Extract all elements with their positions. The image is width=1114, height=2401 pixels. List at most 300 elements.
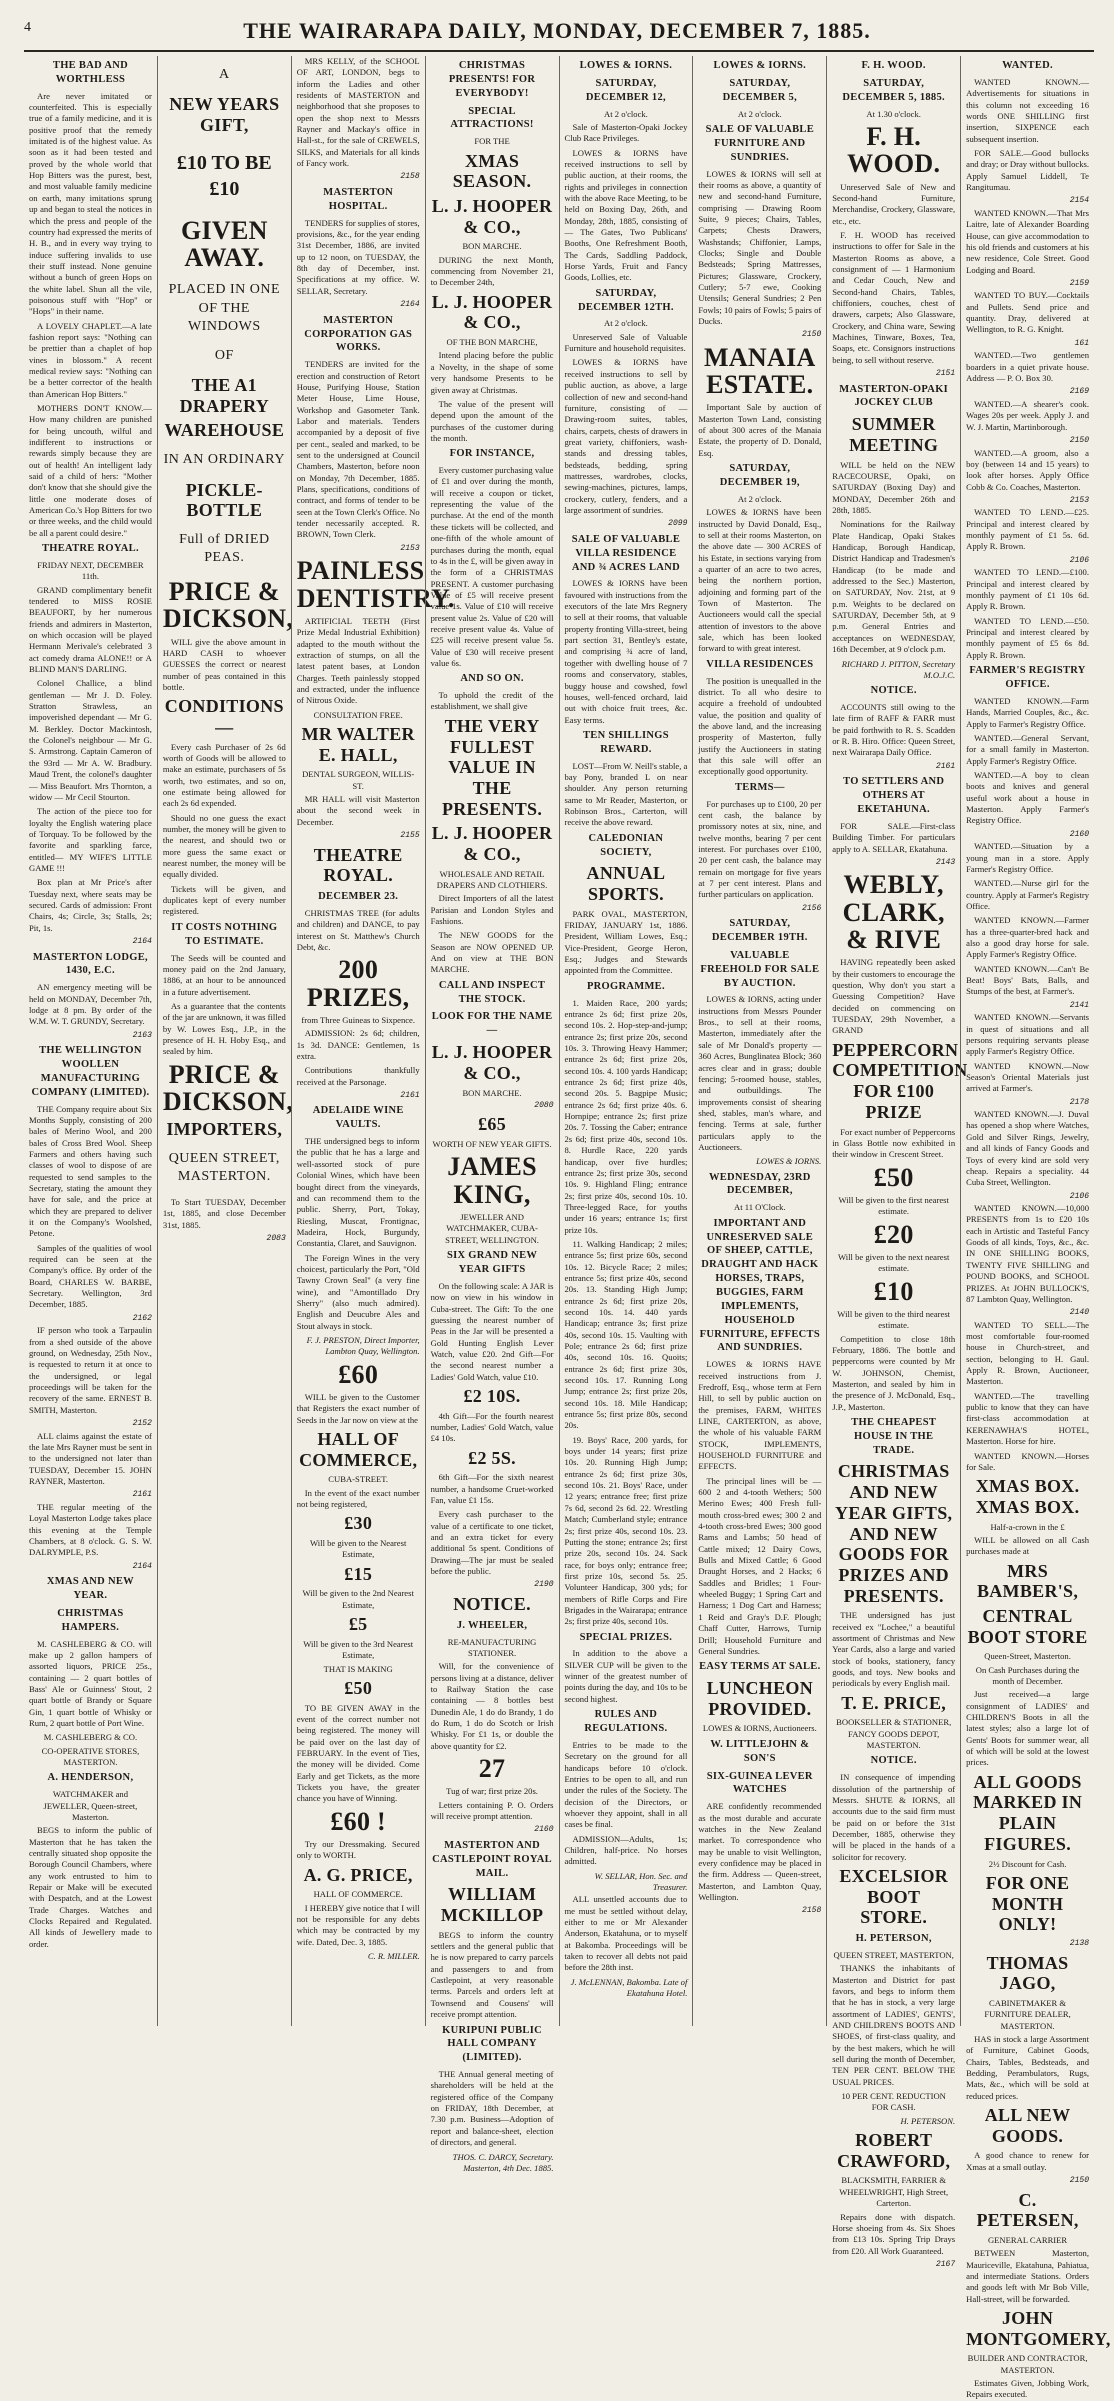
article-heading: SATURDAY, DECEMBER 5, <box>722 77 798 103</box>
article-num: 2106 <box>1069 555 1089 565</box>
article-para: To Start TUESDAY, December 1st, 1885, and close December 31st, 1885. <box>162 1196 286 1230</box>
article-heading: £65 <box>478 1114 507 1135</box>
article-center: Will be given to the next nearest estimate. <box>838 1251 950 1274</box>
article-para: A LOVELY CHAPLET.—A late fashion report says: "Nothing can be prettier than a chaplet of hop vines in blossom." A recent medical review says: "Nothing can be a better corrector of the health than American Hop Bitters." <box>29 320 152 399</box>
article-center: JEWELLER AND WATCHMAKER, CUBA-STREET, WELLINGTON. <box>445 1212 539 1245</box>
article-num: 2162 <box>132 1313 152 1323</box>
article-heading: THE WELLINGTON WOOLLEN MANUFACTURING COMPANY (LIMITED). <box>31 1045 150 1098</box>
article-heading: LOWES & IORNS. <box>713 60 807 71</box>
article-para: LOWES & IORNS have been instructed by David Donald, Esq., to sell at their rooms Masterton, on the above date — 300 ACRES of his Estate, in sections varying from a quarter of an acre to two acres, being the northern portion, adjoining and forming part of the Town of Masterton. The Auctioneers would call the special attention of investors to the above sale, which has been looked forward to with great interest. <box>698 507 822 654</box>
column-4 <box>425 56 559 2173</box>
article-center: Will be given to the 3rd Nearest Estimate, <box>303 1638 414 1661</box>
article-center: CUBA-STREET. <box>328 1474 389 1485</box>
article-heading: PICKLE-BOTTLE <box>185 479 263 521</box>
article-heading: TO SETTLERS AND OTHERS AT EKETAHUNA. <box>843 776 945 816</box>
article-para: TENDERS for supplies of stores, provisions, &c., for the year ending 31st December, 1886, are invited up to 12 noon, on TUESDAY, the 8th day of December, inst. Specifications at my office. W. SELLAR, Secretary. <box>296 217 420 296</box>
article-num: 161 <box>1074 338 1089 348</box>
article-center: At 2 o'clock. <box>604 318 648 329</box>
article-para: The position is unequalled in the district. To all who desire to acquire a freehold of undoubted value, the position and quality of the above land, and the increasing prosperity of Masterton, fully justify the Auctioneers in stating that this sale will offer an exceptionally good opportunity. <box>698 675 822 777</box>
article-heading: PRICE & DICKSON, <box>162 1059 294 1116</box>
article-num: 2190 <box>534 1580 554 1590</box>
article-para: Competition to close 18th February, 1886. The bottle and peppercorns were counted by Mr W. JOHNSON, Chemist, Masterton, and sealed by him in the presence of J. McDonald, Esq., J.P., Masterton. <box>832 1333 956 1412</box>
article-center: Half-a-crown in the £ <box>990 1521 1065 1532</box>
article-heading: PRICE & DICKSON, <box>162 576 294 634</box>
article-heading: SIX GRAND NEW YEAR GIFTS <box>446 1250 538 1275</box>
article-heading: MASTERTON HOSPITAL. <box>323 186 394 212</box>
article-center: Tug of war; first prize 20s. <box>446 1786 538 1797</box>
article-para: HAVING repeatedly been asked by their customers to encourage the question, Why don't you start a Guessing Competition? Have decided on commencing on TUESDAY, 29th November, a GRAND <box>832 957 956 1036</box>
article-para: WANTED KNOWN.—Can't Be Beat! Boys' Bats, Balls, and Stumps of the best, at Farmer's. <box>966 963 1089 997</box>
article-heading: AND SO ON. <box>460 673 524 685</box>
article-heading: T. E. PRICE, <box>841 1692 947 1713</box>
article-heading: £50 <box>344 1677 373 1698</box>
article-heading: WEDNESDAY, 23RD DECEMBER, <box>708 1171 811 1197</box>
article-para: Important Sale by auction of Masterton Town Land, consisting of about 300 acres of the Manaia Estate, the property of D. Donald, Esq. <box>698 402 822 458</box>
article-para: Colonel Challice, a blind gentleman — Mr J. D. Foley. Stratton Strawless, an impoverished dependant — Mr G. M. Berkley. Doctor Mackintosh, the Colonel's neighbour — Mr G. S. Armstrong. Captain Cameron of the 93rd — Mr A. W. Bradbury. Maud Trent, the colonel's daughter — Miss Beaufort. Mrs Thornton, a widow — Mr Cecil Stourton. <box>29 678 152 802</box>
article-heading: THE CHEAPEST HOUSE IN THE TRADE. <box>851 1416 937 1456</box>
article-heading: SALE OF VALUABLE VILLA RESIDENCE AND ¾ ACRES LAND <box>571 533 681 573</box>
column-3 <box>291 56 455 2026</box>
article-para: WILL be given to the Customer that Registers the exact number of Seeds in the Jar now on view at the <box>296 1391 420 1425</box>
article-para: Are never imitated or counterfeited. This is especially true of a family medicine, and it is positive proof that the remedy imitated is of the highest value. As soon as it had been tested and proved by the whole world that Hop Bitters was the purest, best, and most valuable family medicine on earth, many imitations sprung up and began to steal the notices in which the press and people of the country had expressed the merits of H. B., and in every way trying to induce suffering invalids to use their stuff instead. None genuine without a bunch of green Hops on the white label. Shun all the vile, poisonous stuff with "Hop" or "Hops" in their name. <box>29 90 152 317</box>
article-heading: W. LITTLEJOHN & SON'S <box>710 1738 810 1764</box>
article-heading: FOR INSTANCE, <box>449 448 535 460</box>
article-para: FOR SALE.—Good bullocks and dray; or Dray without bullocks. Apply Samuel Liddell, Te Rangitumau. <box>966 147 1089 192</box>
article-para: ARE confidently recommended as the most durable and accurate watches in the New Zealand market. To correspondence who may be unable to visit Wellington, every confidence may be placed in the firm. Address — Queen-street, Masterton, and Lambton Quay, Wellington. <box>698 1801 822 1902</box>
article-para: Entries to be made to the Secretary on the ground for all handicaps before 10 o'clock. Entries to be open to all, and run under the rules of the Society. The decision of the Directors, or whoever they appoint, shall in all cases be final. <box>564 1739 688 1830</box>
article-heading: JOHN MONTGOMERY, <box>966 2308 1111 2349</box>
article-para: IN consequence of impending dissolution of the partnership of Messrs. SHUTE & IORNS, all accounts due to the said firm must be paid on or before the 31st December, 1885, otherwise they will be placed in the hands of a solicitor for recovery. <box>832 1772 956 1862</box>
article-bigc: QUEEN STREET, MASTERTON. <box>168 1150 280 1185</box>
article-para: BEGS to inform the country settlers and the general public that he is now prepared to carry parcels and passengers to and from Castlepoint, at very reasonable terms. Parcels and orders left at Townsend and Cousens' will receive prompt attention. <box>430 1929 554 2020</box>
article-num: 2138 <box>1069 1938 1089 1948</box>
article-heading: L. J. HOOPER & CO., <box>431 291 553 333</box>
article-num: 2158 <box>400 172 420 182</box>
article-center: BON MARCHE. <box>462 1087 522 1098</box>
article-r: J. McLENNAN, Bakomba. Late of Ekatahuna Hotel. <box>570 1976 688 1999</box>
article-heading: LOOK FOR THE NAME— <box>431 1011 553 1037</box>
article-bigc: PLACED IN ONE OF THE WINDOWS <box>168 282 281 335</box>
article-center: CABINETMAKER & FURNITURE DEALER, MASTERTON. <box>984 1997 1071 2031</box>
article-heading: SUMMER MEETING <box>849 414 939 455</box>
article-para: WANTED TO SELL.—The most comfortable four-roomed house in Church-street, and section, belonging to H. Gaul. Apply R. Brown, Auctioneer, Masterton. <box>966 1319 1089 1387</box>
article-r: F. J. PRESTON, Direct Importer, Lambton Quay, Wellington. <box>306 1334 420 1357</box>
article-para: ADMISSION—Adults, 1s; Children, half-price. No horses admitted. <box>564 1833 688 1867</box>
article-heading: THE BAD AND WORTHLESS <box>52 60 128 85</box>
article-heading: £10 <box>873 1276 914 1306</box>
article-para: WANTED KNOWN.—10,000 PRESENTS from 1s to £20 10s each in Artistic and Tasteful Fancy Goods of all kinds, Toys, &c., &c. IN ONE SHILLING BOOKS, TWENTY FIVE SHILLING and POUND BOOKS, and SCHOOL PRIZES. At JOHN BULLOCK'S, 87 Lambton Quay, Wellington. <box>966 1203 1089 1304</box>
article-heading: ALL NEW GOODS. <box>984 2104 1071 2146</box>
article-para: HAS in stock a large Assortment of Furniture, Cabinet Goods, Chairs, Tables, Bedsteads, and Bedding, Perambulators, Rugs, Mats, &c., which will be sold at reduced prices. <box>966 2033 1089 2101</box>
article-r: W. SELLAR, Hon. Sec. and Treasurer. <box>594 1870 688 1893</box>
article-heading: £50 <box>873 1162 914 1192</box>
article-heading: CALL AND INSPECT THE STOCK. <box>438 979 546 1005</box>
article-para: GRAND complimentary benefit tendered to MISS ROSIE BEAUFORT, by her numerous friends and admirers in Masterton, on which occasion will be played Hermann Merivale's celebrated 3 act comedy drama ALONE!! or A BLIND MAN'S DARLING. <box>29 584 152 675</box>
article-heading: XMAS AND NEW YEAR. <box>46 1576 134 1602</box>
article-center: Will be given to the third nearest estimate. <box>837 1308 951 1331</box>
article-r: C. R. MILLER. <box>367 1951 420 1962</box>
article-para: ALL unsettled accounts due to me must be settled without delay, either to me or Mr Alexander Anderson, Ekatahuna, or to myself at Bakomba. Proceedings will be taken to recover all debts not paid before the 28th inst. <box>564 1894 688 1973</box>
article-center: At 2 o'clock. <box>737 108 782 119</box>
page-number: 4 <box>24 20 32 35</box>
article-para: As a guarantee that the contents of the jar are unknown, it was filled by W. Lowes Esq., J.P., in the presence of H. H. Hoby Esq., and sealed by him. <box>162 1000 286 1057</box>
article-para: THE Annual general meeting of shareholders will be held at the registered office of the Company on FRIDAY, 18th December, at 7.30 p.m. Business—Adoption of report and balance-sheet, election of directors, and general. <box>430 2069 554 2148</box>
article-center: At 11 O'Clock. <box>734 1202 786 1213</box>
article-heading: CONDITIONS— <box>164 696 284 737</box>
article-para: LOWES & IORNS will sell at their rooms as above, a quantity of new and second-hand Furniture, comprising — Drawing Room Suite, 9 pieces; Chairs, Tables, Carpets; Chests Drawers, Washstands; Chiffonier, Lamps, Clocks; Single and Double Bedsteads; Spring Mattresses, Pictures; Glassware, Crockery, Cutlery; 5-7 ewe, Cooking Utensils; General Sundries; 2 Pen Fowls; 10 pairs of Fowls; 5 pairs of Ducks. <box>698 168 822 326</box>
article-para: WANTED.—Situation by a young man in a store. Apply Farmer's Registry Office. <box>966 841 1089 874</box>
article-para: Letters containing P. O. Orders will receive prompt attention. <box>430 1799 554 1821</box>
masthead-rule <box>24 50 1094 52</box>
article-num: 2143 <box>935 857 956 867</box>
article-heading: £2 10S. <box>463 1385 521 1406</box>
article-para: The Foreign Wines in the very choicest, particularly the Port, "Old Tawny Crown Seal" (a very fine wine), and "Amontillado Dry Sherry" (also much admired). English and Deucubre Ales and Stout always in stock. <box>296 1252 420 1331</box>
article-para: Direct Importers of all the latest Parisian and London Styles and Fashions. <box>430 893 554 927</box>
article-para: ARTIFICIAL TEETH (First Prize Medal Industrial Exhibition) adapted to the mouth without the extraction of stumps, on all the latest patent bases, at London Charges. Teeth painlessly stopped and extracted, under the influence of Nitrous Oxide. <box>296 615 420 706</box>
article-heading: FARMER'S REGISTRY OFFICE. <box>969 665 1086 690</box>
article-para: Nominations for the Railway Plate Handicap, Opaki Stakes Handicap, Borough Handicap, District Handicap and Tradesmen's Handicap (to be made and addressed to the Sec.) Masterton, on SATURDAY, Nov. 21st, at 9 p.m. Weights to be declared on SATURDAY, December 5th, at 9 p.m. General Entries and acceptances on WEDNESDAY, 16th December, at 9 o'clock p.m. <box>832 519 956 655</box>
article-heading: £60 <box>338 1359 379 1389</box>
article-para: TO BE GIVEN AWAY in the event of the correct number not being registered. The money will be paid over on the last day of FEBRUARY. In the event of Ties, the money will be divided. Come Early and get Tickets, as the more Tickets you have, the greater chance you have of Winning. <box>296 1702 420 1804</box>
article-para: A good chance to renew for Xmas at a small outlay. <box>966 2150 1089 2172</box>
article-para: WANTED TO LEND.—£100. Principal and interest cleared by monthly payment of £1 10s 6d. Apply R. Brown. <box>966 567 1089 612</box>
article-heading: TEN SHILLINGS REWARD. <box>582 729 669 755</box>
article-num: 2159 <box>1069 278 1089 288</box>
article-para: Repairs done with dispatch. Horse shoeing from 4s. Six Shoes from £13 10s. Spring Trip Drays from £20. All Work Guaranteed. <box>832 2211 956 2256</box>
article-para: WILL be allowed on all Cash purchases made at <box>966 1534 1089 1557</box>
article-para: WANTED.—A boy to clean boots and knives and general useful work about a house in Masterton. Apply Farmer's Registry Office. <box>966 769 1089 826</box>
article-para: THE undersigned begs to inform the public that he has a large and well-assorted stock of pure Colonial Wines, which have been bought direct from the vineyards, and can recommend them to the public. Sherry, Port, Tokay, Riesling, Muscat, Frontignac, Madeira, Hock, Burgundy, Constantia, Claret, and Sauvignon. <box>296 1136 420 1249</box>
article-center: from Three Guineas to Sixpence. <box>301 1014 416 1025</box>
article-center: WORTH OF NEW YEAR GIFTS. <box>432 1139 552 1150</box>
article-heading: THEATRE ROYAL. <box>41 543 139 555</box>
article-heading: MANAIA ESTATE. <box>704 342 816 400</box>
column-6 <box>692 56 826 2026</box>
article-center: BOOKSELLER & STATIONER, FANCY GOODS DEPOT, MASTERTON. <box>836 1717 952 1751</box>
article-heading: IMPORTERS, <box>166 1119 283 1140</box>
article-para: LOWES & IORNS have received instructions to sell by public auction, as above, a large collection of new and second-hand furniture, consisting of — Drawing-room suites, tables, chairs, carpets, chests of drawers in great variety, chiffoniers, wash-stands and dressing tables, bedsteads, bedding, spring mattresses, wardrobes, clocks, sewing-machines, pictures, lamps, crockery, cutlery, fenders, and a large assortment of sundries. <box>564 357 688 515</box>
article-heading: £60 ! <box>330 1806 387 1836</box>
article-heading: WANTED. <box>1002 60 1053 71</box>
article-para: THE regular meeting of the Loyal Masterton Lodge takes place this evening at the Temple Chambers, at 8 o'clock. G. S. W. DALRYMPLE, P.S. <box>29 1501 152 1558</box>
article-para: LOWES & IORNS have been favoured with instructions from the executors of the late Mrs Regnery to sell at their rooms, that valuable property fronting Villa-street, being part section 31, Bentley's estate, and comprising ¾ acre of land, together with dwelling house of 7 rooms and conservatory, stables, buggy house and cowshed, fowl houses, well-fenced orchard, laid out with choice fruit trees, &c. Easy terms. <box>564 578 688 725</box>
article-center: GENERAL CARRIER <box>987 2234 1068 2245</box>
article-num: 2099 <box>668 519 688 529</box>
article-heading: THE A1 DRAPERY <box>179 375 270 416</box>
column-1 <box>24 56 157 2026</box>
article-center: Will be given to the first nearest estimate. <box>838 1194 949 1217</box>
article-para: ALL claims against the estate of the late Mrs Rayner must be sent in to the undersigned not later than TUESDAY, December 15. JOHN RAYNER, Masterton. <box>29 1430 152 1487</box>
article-r: THOS. C. DARCY, Secretary. Masterton, 4th Dec. 1885. <box>452 2151 554 2173</box>
article-num: 2152 <box>132 1419 152 1429</box>
article-para: Every customer purchasing value of £1 and over during the month, will receive a coupon or ticket, representing the value of the purchase. At the end of the month these tickets will be collected, and one-fifth of the whole amount of purchases during the month, equal to 4s in the £, will be given away in the form of a CHRISTMAS PRESENT. A customer purchasing Value of £5 will receive present value 1s. Value of £10 will receive present value 2s. Value of £20 will receive present value 4s. Value of £25 will receive present value 5s. Value of £30 will receive present value 6s. <box>430 465 554 668</box>
article-center: FOR THE <box>474 136 510 147</box>
article-num: 2150 <box>802 330 822 340</box>
article-center: BON MARCHE. <box>462 241 522 252</box>
article-para: 1. Maiden Race, 200 yards; entrance 2s 6d; first prize 20s, second 10s. 2. Hop-step-and-jump; entrance 2s; first prize 20s, second 10s. 3. Throwing Heavy Hammer; entrance 2s 6d; first prize 20s, second 10s. 4. 100 yards Handicap; entrance 2s 6d; first prize 40s, second 20s. 5. Bagpipe Music; entrance 2s 6d; first prize 40s. 6. Hornpipe; entrance 2s; first prize 20s. 7. Tossing the Caber; entrance 2s 6d; first prize 40s, second 10s. 8. Hurdle Race, 220 yards handicap, over five hurdles; entrance 2s; first prize 30s, second 10s. 9. Highland Fling; entrance 2s; first prize 40s, second 10s. 10. Three-legged Race, for youths under 16 years; entrance 1s; first prize 10s. <box>564 997 688 1235</box>
article-center: BUILDER AND CONTRACTOR, MASTERTON. <box>967 2353 1088 2375</box>
article-center: On Cash Purchases during the month of December. <box>975 1664 1080 1687</box>
article-center: DENTAL SURGEON, WILLIS-ST. <box>302 769 415 791</box>
article-para: On the following scale: A JAR is now on view in his window in Cuba-street. The Gift: To the one guessing the nearest number of Peas in the Jar will be presented a Gold Hunting English Lever Watch, value £20. 2nd Gift—For the second nearest number a Ladies' Gold Watch, value £10. <box>430 1280 554 1382</box>
article-heading: EXCELSIOR BOOT STORE. <box>839 1866 949 1928</box>
column-8 <box>960 56 1111 2400</box>
article-heading: J. WHEELER, <box>456 1619 528 1631</box>
article-heading: KURIPUNI PUBLIC HALL COMPANY (LIMITED). <box>442 2024 542 2064</box>
article-num: 2161 <box>400 1090 420 1100</box>
article-center: 2½ Discount for Cash. <box>988 1858 1067 1869</box>
article-heading: LOWES & IORNS. <box>579 60 673 71</box>
article-heading: WEBLY, CLARK, & RIVE <box>842 870 945 955</box>
article-para: 6th Gift—For the sixth nearest number, a handsome Cruet-worked Fan, value £1 15s. <box>430 1472 554 1505</box>
article-center: Will be given to the 2nd Nearest Estimate, <box>302 1588 414 1610</box>
article-heading: ANNUAL SPORTS. <box>586 863 666 905</box>
article-para: THE undersigned has just received ex "Lochee," a beautiful assortment of Christmas and New Year Cards, also a large and varied stock of books, stationery, fancy goods, and toys. New books and periodicals by every English mail. <box>832 1610 956 1689</box>
article-heading: SATURDAY, DECEMBER 19, <box>719 463 800 489</box>
article-heading: CALEDONIAN SOCIETY, <box>588 832 664 858</box>
article-para: WANTED.—A groom, also a boy (between 14 and 15 years) to look after horses. Apply Office Cobb & Co. Coaches, Masterton. <box>966 447 1089 492</box>
article-heading: XMAS BOX. XMAS BOX. <box>975 1476 1080 1517</box>
article-heading: SATURDAY, DECEMBER 12, <box>585 77 666 103</box>
article-heading: SATURDAY, DECEMBER 12TH. <box>578 287 674 313</box>
masthead <box>0 18 1114 48</box>
article-heading: MASTERTON-OPAKI JOCKEY CLUB <box>839 383 949 409</box>
article-heading: RULES AND REGULATIONS. <box>584 1709 668 1735</box>
article-num: 2080 <box>534 1100 554 1110</box>
article-para: ACCOUNTS still owing to the late firm of RAFF & FARR must be paid forthwith to R. S. Scadden or R. B. Hiro. Office: Queen Street, next Wairarapa Daily Office. <box>832 702 956 758</box>
article-heading: PROGRAMME. <box>586 980 665 992</box>
columns-container <box>24 56 1111 2400</box>
article-para: WANTED.—General Servant, for a small family in Masterton. Apply Farmer's Registry Office. <box>966 732 1089 766</box>
article-heading: VALUABLE FREEHOLD FOR SALE BY AUCTION. <box>700 949 820 989</box>
article-bigc: IN AN ORDINARY <box>163 452 285 468</box>
article-heading: NOTICE. <box>870 685 917 697</box>
article-para: The Seeds will be counted and money paid on the 2nd January, 1886, at an hour to be announced in a future advertisement. <box>162 952 286 997</box>
article-heading: DECEMBER 23. <box>318 890 399 902</box>
article-para: WANTED KNOWN.—Horses for Sale. <box>966 1450 1089 1472</box>
article-heading: SPECIAL PRIZES. <box>579 1631 673 1643</box>
article-para: LOWES & IORNS HAVE received instructions from J. Fredroff, Esq., whose term at Fern Hill, to sell by public auction on the premises, FARM, WHITES LINE, CARTERTON, as above, the whole of his valuable FARM STOCK, IMPLEMENTS, HOUSEHOLD FURNITURE and EFFECTS. <box>698 1359 822 1472</box>
article-heading: CHRISTMAS PRESENTS! FOR EVERYBODY! <box>448 60 536 99</box>
article-heading: CENTRAL BOOT STORE <box>967 1605 1088 1647</box>
article-para: The action of the piece too for loyalty the English watering place of Torquay. To be followed by the favorite and sparkling farce, entitled— MY WIFE'S LITTLE GAME !!! <box>29 806 152 873</box>
article-heading: MASTERTON AND CASTLEPOINT ROYAL MAIL. <box>432 1839 552 1879</box>
article-num: 2153 <box>400 543 420 553</box>
article-bigc: OF <box>214 347 234 363</box>
article-heading: £30 <box>344 1513 373 1534</box>
article-num: 2141 <box>1069 1000 1089 1010</box>
article-num: 2178 <box>1069 1097 1089 1107</box>
article-num: 2167 <box>935 2259 956 2269</box>
article-para: Box plan at Mr Price's after Tuesday next, where seats may be secured. Cards of admission: Front Chairs, 4s; Circle, 3s; Stalls, 2s; Pit, 1s. <box>29 877 152 933</box>
article-para: 4th Gift—For the fourth nearest number, Ladies' Gold Watch, value £4 10s. <box>430 1410 554 1444</box>
article-para: Try our Dressmaking. Secured only to WORTH. <box>296 1838 420 1861</box>
article-heading: IT COSTS NOTHING TO ESTIMATE. <box>171 921 278 947</box>
article-para: 19. Boys' Race, 200 yards, for boys under 14 years; first prize 10s. 20. Running High Jump; entrance 2s 6d; first prize 30s, second 10s. 21. Boys' Race, under 12 years; entrance free; first prize 7s 6d, second 2s 6d. 22. Wrestling Match; Cumberland style; entrance 2s; first prize 40s, second 10s. 23. Putting the stone; entrance 2s; first prize 20s, second 10s. 24. Sack race, for boys only; entrance free; first prize 10s, second 5s. 25. Volunteer Handicap, 300 yds; for members of Rifle Corps and Fire Brigades in the Wairarapa; entrance 2s; first prize 40s, second 10s. <box>564 1434 688 1627</box>
article-heading: ROBERT CRAWFORD, <box>837 2130 951 2171</box>
article-heading: NOTICE. <box>453 1593 531 1614</box>
article-para: CHRISTMAS TREE (for adults and children) and DANCE, to pay interest on St. Matthew's Church Debt, &c. <box>296 907 420 952</box>
article-heading: HALL OF COMMERCE, <box>299 1429 418 1470</box>
column-2 <box>157 56 294 2026</box>
article-para: WANTED KNOWN.—That Mrs Laitre, late of Alexander Boarding House, can give accommodation to his old friends and customers at his new residence, Cole Street. Good Lodging and Board. <box>966 207 1089 275</box>
article-heading: £2 5S. <box>468 1447 516 1468</box>
article-para: WILL give the above amount in HARD CASH to whoever GUESSES the correct or nearest number of peas contained in this bottle. <box>162 636 286 692</box>
article-para: WANTED TO LEND.—£50. Principal and interest cleared by monthly payment of £5 6s 8d. Apply R. Brown. <box>966 615 1089 660</box>
article-para: WANTED KNOWN.—Now Season's Oriental Materials just arrived at Farmer's. <box>966 1060 1089 1094</box>
article-center: Will be given to the Nearest Estimate, <box>310 1538 407 1560</box>
article-heading: A. G. PRICE, <box>303 1864 413 1885</box>
article-heading: MASTERTON LODGE, 1430, E.C. <box>32 951 148 977</box>
article-center: HALL OF COMMERCE. <box>313 1889 403 1900</box>
article-para: WANTED KNOWN.—Farmer has a three-quarter-bred hack and also a good dray horse for sale. Apply Farmer's Registry Office. <box>966 915 1089 960</box>
article-num: 2163 <box>132 1030 152 1040</box>
article-heading: £20 <box>873 1219 914 1249</box>
article-heading: 27 <box>478 1753 506 1783</box>
article-center: CONSULTATION FREE. <box>313 709 403 720</box>
article-center: Queen-Street, Masterton. <box>984 1651 1071 1662</box>
article-heading: ALL GOODS MARKED IN PLAIN FIGURES. <box>972 1771 1083 1854</box>
article-center: WHOLESALE AND RETAIL DRAPERS AND CLOTHIERS. <box>436 868 548 890</box>
article-heading: IMPORTANT AND UNRESERVED SALE OF SHEEP, CATTLE, DRAUGHT AND HACK HORSES, TRAPS, BUGGIES, FARM IMPLEMENTS, HOUSEHOLD FURNITURE, EFFECTS AND SUNDRIES. <box>699 1217 820 1354</box>
article-para: Contributions thankfully received at the Parsonage. <box>296 1065 420 1087</box>
article-num: 2083 <box>266 1233 286 1243</box>
article-heading: CHRISTMAS HAMPERS. <box>57 1607 124 1633</box>
article-para: WANTED KNOWN.—J. Duval has opened a shop where Watches, Gold and Silver Rings, Jewelry, and all kinds of Fancy Goods and Toys of every kind are sold very cheap. Repairs a speciality. 44 Cuba Street, Wellington. <box>966 1109 1089 1188</box>
article-num: 2169 <box>1069 387 1089 397</box>
article-para: WANTED.—Nurse girl for the country. Apply at Farmer's Registry Office. <box>966 878 1089 911</box>
article-heading: XMAS SEASON. <box>452 150 532 192</box>
article-bigc: Full of DRIED PEAS. <box>179 532 270 566</box>
article-center: WATCHMAKER and JEWELLER, Queen-street, Masterton. <box>43 1789 138 1822</box>
article-para: Every cash purchaser to the value of a certificate to one ticket, and an extra ticket for every additional 5s spent. Conditions of Drawing—The jar must be sealed before the public. <box>430 1509 554 1577</box>
article-para: IF person who took a Tarpaulin from a shed outside of the above ground, on Wednesday, 25th Nov., is requested to return it at once to the undersigned, or legal proceedings will be taken for the recovery of the same. ERNEST B. SMITH, Masterton. <box>29 1325 152 1415</box>
column-5 <box>559 56 693 2026</box>
article-para: Estimates Given, Jobbing Work, Repairs executed. <box>966 2378 1089 2400</box>
article-para: For exact number of Peppercorns in Glass Bottle now exhibited in their window in Crescent Street. <box>832 1126 956 1160</box>
article-center: QUEEN STREET, MASTERTON, <box>833 1949 954 1960</box>
article-heading: TERMS— <box>734 781 785 793</box>
article-heading: F. H. WOOD. <box>861 60 926 71</box>
article-heading: THOMAS JAGO, <box>986 1952 1069 1994</box>
article-para: BEGS to inform the public of Masterton that he has taken the centrally situated shop opposite the Borough Council Chambers, where any work entrusted to him to Repair or Make will be executed with Despatch, and at the Lowest Trade Charges. Watches and Clocks Repaired and Regulated. All kinds of Jewellery made to order. <box>29 1825 152 1949</box>
article-num: 2156 <box>802 903 822 913</box>
article-heading: SALE OF VALUABLE FURNITURE AND SUNDRIES. <box>705 123 815 163</box>
article-heading: THE VERY FULLEST VALUE IN THE PRESENTS. <box>441 715 543 819</box>
article-center: BLACKSMITH, FARRIER & WHEELWRIGHT, High Street, Carterton. <box>839 2175 949 2209</box>
article-heading: £5 <box>348 1614 368 1635</box>
article-heading: C. PETERSEN, <box>976 2189 1079 2231</box>
article-center: At 1.30 o'clock. <box>866 108 921 119</box>
article-para: WANTED KNOWN.—Farm Hands, Married Couples, &c., &c. Apply to Farmer's Registry Office. <box>966 695 1089 729</box>
article-heading: £15 <box>344 1563 373 1584</box>
newspaper-title: THE WAIRARAPA DAILY, MONDAY, DECEMBER 7, 1885. <box>243 18 871 43</box>
article-num: 2154 <box>1069 196 1089 206</box>
article-heading: MRS BAMBER'S, <box>976 1560 1079 1602</box>
article-para: The principal lines will be — 600 2 and 4-tooth Wethers; 500 Merino Ewes; 400 Fresh full-mouth cross-bred ewes; 300 2 and 4-tooth cross-bred Ewes; 300 good Rams and Lambs; 50 head of Cattle mixed; 12 Dairy Cows, Bulls and Mixed Cattle; 6 Good Draught Horses, and 2 Hacks; 6 Saddles and Bridles; 1 Four-wheeled Buggy; 1 Spring Cart and Harness; 1 Dog Cart and Harness; 1 Reid and Gray's D.F. Plough; Chaff Cutter, Harrows, Turnip Drill; Household Furniture and General Sundries. <box>698 1475 822 1656</box>
article-para: WANTED KNOWN.—Servants in quest of situations and all persons requiring servants please apply Farmer's Registry Office. <box>966 1012 1089 1057</box>
article-para: LOST—From W. Neill's stable, a bay Pony, branded L on near shoulder. Any person returning same to Mr Reader, Masterton, or Robinson Bros., Carterton, will receive the above reward. <box>564 760 688 828</box>
article-heading: F. H. WOOD. <box>847 121 941 179</box>
article-center: LOWES & IORNS, Auctioneers. <box>702 1723 817 1734</box>
article-heading: WAREHOUSE <box>164 420 285 441</box>
article-heading: SIX-GUINEA LEVER WATCHES <box>706 1770 813 1796</box>
article-para: I HEREBY give notice that I will not be responsible for any debts which may be contracted by my wife. Dated, Dec. 3, 1885. <box>296 1902 420 1947</box>
article-para: Will, for the convenience of persons living at a distance, deliver to Railway Station the case containing — 8 bottles best Dunedin Ale, 1 do do Brandy, 1 do do Rum, 1 do do Scotch or Irish Whisky. For £1 1s, or double the above quantity for £2. <box>430 1661 554 1751</box>
article-heading: NOTICE. <box>870 1755 917 1767</box>
article-para: BETWEEN Masterton, Mauriceville, Ekatahuna, Pahiatua, and intermediate Stations. Orders and goods left with Mr Bob Ville, Hall-street, will be forwarded. <box>966 2248 1089 2304</box>
article-para: TENDERS are invited for the erection and construction of Retort House, Purifying House, Station Meter House, Lime House, Workshop and Gasometer Tank. Labor and materials. Tenders accompanied by a deposit of five per cent., sealed and marked, to be sent to the undersigned at Council Chambers, Masterton, before noon on Monday, 7th December, 1885. Plans, specifications, conditions of contract, and forms of tender to be seen at the Town Clerk's Office. No tender necessarily accepted. R. BROWN, Town Clerk. <box>296 359 420 540</box>
article-para: MR HALL will visit Masterton about the second week in December. <box>296 794 420 827</box>
article-para: WANTED.—Two gentlemen boarders in a quiet private house. Address — P. O. Box 30. <box>966 350 1089 384</box>
article-num: 2161 <box>132 1490 152 1500</box>
article-num: 2150 <box>1069 2176 1089 2186</box>
article-heading: MASTERTON CORPORATION GAS WORKS. <box>304 314 413 354</box>
article-bigc: A <box>219 67 230 82</box>
article-num: 2160 <box>534 1825 554 1835</box>
article-num: 2153 <box>1069 495 1089 505</box>
article-para: WANTED.—A shearer's cook. Wages 20s per week. Apply J. and W. J. Martin, Martinborough. <box>966 398 1089 432</box>
article-num: 2106 <box>1069 1191 1089 1201</box>
article-center: THAT IS MAKING <box>323 1663 393 1674</box>
article-para: The value of the present will depend upon the amount of the purchases of the customer during the month. <box>430 398 554 443</box>
article-gift: £10 TO BE £10 <box>176 151 272 201</box>
article-center: FRIDAY NEXT, DECEMBER 11th. <box>37 559 144 582</box>
article-para: Unreserved Sale of Valuable Furniture and household requisites. <box>564 331 688 354</box>
article-para: Sale of Masterton-Opaki Jockey Club Race Privileges. <box>564 121 688 144</box>
article-heading: H. PETERSON, <box>855 1933 932 1945</box>
article-heading: PEPPERCORN COMPETITION FOR £100 PRIZE <box>832 1039 968 1122</box>
article-heading: JAMES KING, <box>447 1152 537 1209</box>
article-center: CO-OPERATIVE STORES, MASTERTON. <box>41 1745 140 1768</box>
article-para: M. CASHLEBERG & CO. will make up 2 gallon hampers of assorted liquors, PRICE 25s., containing — 2 quart bottles of Bass' Ale or Guinness' Stout, 2 quart bottle of Brandy or Square Gin, 1 quart bottle of Whisky or Rum, 2 quart bottle of Port Wine. <box>29 1638 152 1729</box>
article-num: 2140 <box>1069 1308 1089 1318</box>
article-para: PARK OVAL, MASTERTON, FRIDAY, JANUARY 1st, 1886. President, William Lowes, Esq.; Vice-President, George Heron, Esq.; Judges and Stewards appointed from the Committee. <box>564 908 688 976</box>
article-para: Every cash Purchaser of 2s 6d worth of Goods will be allowed to make an estimate, purchasers of 5s worth, two estimates, and so on, one estimate being allowed for each 2s 6d expended. <box>162 741 286 809</box>
article-para: WILL be held on the NEW RACECOURSE, Opaki, on SATURDAY (Boxing Day) and MONDAY, December 26th and 28th, 1885. <box>832 459 956 516</box>
article-heading: PAINLESS DENTISTRY. <box>296 556 455 613</box>
article-heading: SPECIAL ATTRACTIONS! <box>450 105 534 131</box>
article-heading: LUNCHEON PROVIDED. <box>706 1678 814 1719</box>
article-heading: NEW YEARS GIFT, <box>169 94 280 136</box>
article-heading: SATURDAY, DECEMBER 19TH. <box>711 918 808 944</box>
article-para: Just received—a large consignment of LADIES' and CHILDREN'S Boots in all the latest styles; also a large lot of Gents' Boots for summer wear, all of which will be sold at the lowest prices. <box>966 1689 1089 1768</box>
article-num: 2161 <box>935 761 956 771</box>
article-num: 2150 <box>1069 435 1089 445</box>
article-para: For purchases up to £100, 20 per cent cash, the balance by promissory notes at six, nine, and twelve months, bearing 7 per cent interest. For purchases over £100, 20 per cent cash, the balance may remain on mortgage for five years at 7 per cent interest. Plans and further particulars on application. <box>698 798 822 900</box>
article-heading: CHRISTMAS AND NEW YEAR GIFTS, AND NEW GOODS FOR PRIZES AND PRESENTS. <box>835 1461 953 1606</box>
article-para: THANKS the inhabitants of Masterton and District for past favors, and begs to inform them that he has in stock, a very large assortment of LADIES', GENTS', AND CHILDREN'S BOOTS AND SHOES, of first-class quality, and by the best makers, which he will sell during the month of December, TEN PER CENT. BELOW THE USUAL PRICES. <box>832 1963 956 2087</box>
article-para: DURING the next Month, commencing from November 21, to December 24th, <box>430 254 554 288</box>
article-heading: GIVEN AWAY. <box>180 215 268 272</box>
article-heading: A. HENDERSON, <box>47 1772 134 1784</box>
article-center: M. CASHLEBERG & CO. <box>43 1732 138 1743</box>
article-para: The NEW GOODS for the Season are NOW OPENED UP. And on view at THE BON MARCHE. <box>430 930 554 975</box>
article-num: 2164 <box>132 1561 152 1571</box>
article-center: RE-MANUFACTURING STATIONER. <box>447 1636 537 1658</box>
article-para: AN emergency meeting will be held on MONDAY, December 7th, lodge at 8 pm. By order of the W.M. W. T. GRUNDY, Secretary. <box>29 982 152 1027</box>
article-heading: MR WALTER E. HALL, <box>301 723 415 765</box>
column-7 <box>826 56 968 2269</box>
article-para: MOTHERS DON'T KNOW.—How many children are punished for being uncouth, wilful and indifferent to instructions or rewards simply because they are out of health! An intelligent lady said of a child of hers: "Mother don't know that she should give the little one moderate doses of American Co.'s Hop Bitters for two or three weeks, and the child would be all a parent could desire." <box>29 403 152 538</box>
article-center: At 2 o'clock. <box>604 108 648 119</box>
article-num: 2164 <box>400 300 420 310</box>
article-para: WANTED TO BUY.—Cocktails and Pullets. Send price and quantity. Dray, delivered at Wellington, to R. G. Knight. <box>966 290 1089 335</box>
article-center: OF THE BON MARCHE, <box>446 337 538 348</box>
article-heading: L. J. HOOPER & CO., <box>431 1042 553 1083</box>
article-para: To uphold the credit of the establishment, we shall give <box>430 690 554 712</box>
article-r: H. PETERSON. <box>900 2115 956 2126</box>
